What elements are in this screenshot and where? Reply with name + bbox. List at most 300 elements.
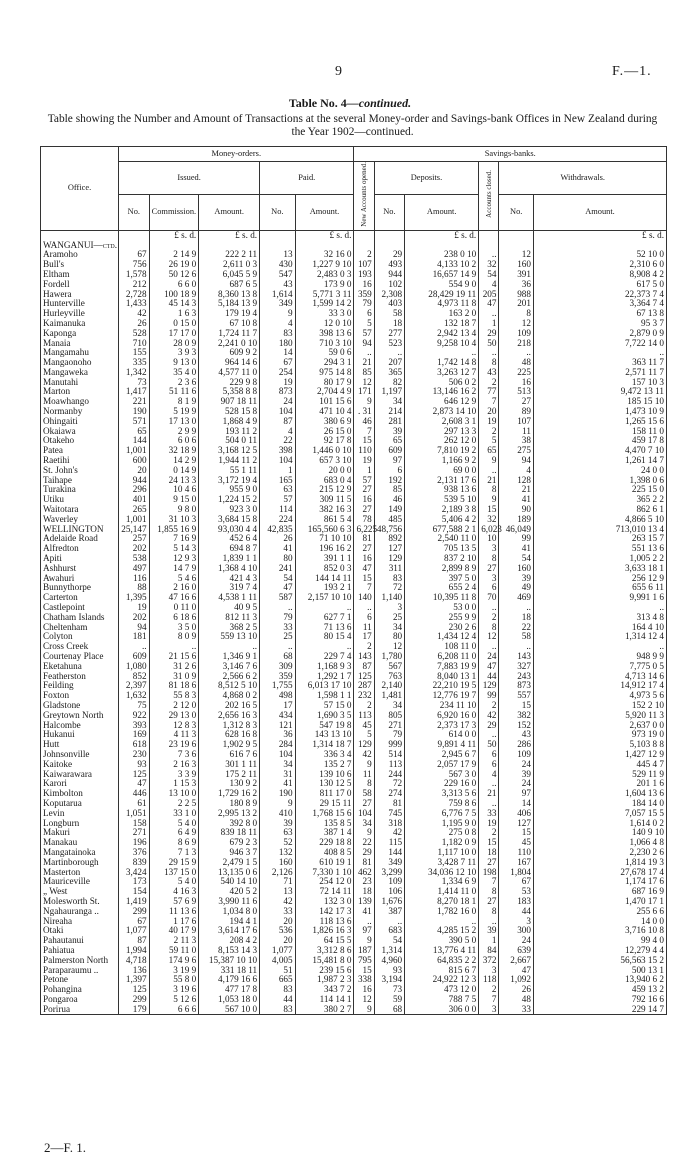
value-cell: 343 7 2 xyxy=(295,985,354,995)
value-cell: .. xyxy=(405,348,479,358)
value-cell: 57 6 9 xyxy=(149,897,199,907)
value-cell: 1,417 xyxy=(119,387,149,397)
money-orders-header: Money-orders. xyxy=(119,147,354,162)
value-cell: 1,227 9 10 xyxy=(295,260,354,270)
value-cell: 380 6 9 xyxy=(295,417,354,427)
value-cell: 34,036 12 10 xyxy=(405,868,479,878)
value-cell: 93,030 4 4 xyxy=(199,525,260,535)
value-cell: 1,987 2 3 xyxy=(295,975,354,985)
value-cell: 1,433 xyxy=(119,299,149,309)
value-cell: 11 13 6 xyxy=(149,907,199,917)
value-cell: 6,776 7 5 xyxy=(405,809,479,819)
value-cell: 393 xyxy=(119,721,149,731)
value-cell: 2,608 3 1 xyxy=(405,417,479,427)
value-cell: 243 xyxy=(499,672,533,682)
value-cell: 16 xyxy=(499,378,533,388)
value-cell: 7 1 3 xyxy=(149,848,199,858)
footer-signature: 2—F. 1. xyxy=(44,1140,86,1155)
value-cell: 65 xyxy=(119,427,149,437)
value-cell: 8 xyxy=(479,358,499,368)
value-cell: 318 xyxy=(374,819,404,829)
value-cell: 16 xyxy=(354,495,374,505)
table-row xyxy=(41,299,667,309)
office-name-cell: Petone xyxy=(41,975,119,985)
value-cell: 129 xyxy=(354,740,374,750)
value-cell: 3,263 12 7 xyxy=(405,368,479,378)
value-cell: 430 xyxy=(260,260,296,270)
value-cell: 8,512 5 10 xyxy=(199,681,260,691)
office-name-cell: Paraparaumu .. xyxy=(41,966,119,976)
value-cell: 140 9 10 xyxy=(533,828,666,838)
value-cell: 24,922 12 3 xyxy=(405,975,479,985)
value-cell: 27 xyxy=(354,485,374,495)
value-cell: 173 xyxy=(119,877,149,887)
value-cell: 202 xyxy=(119,613,149,623)
value-cell: 41 xyxy=(354,907,374,917)
value-cell: 3,428 7 11 xyxy=(405,858,479,868)
value-cell: 230 xyxy=(119,750,149,760)
value-cell: 811 17 0 xyxy=(295,789,354,799)
value-cell: 391 xyxy=(499,270,533,280)
value-cell: 47 xyxy=(479,299,499,309)
value-cell: 9 xyxy=(354,936,374,946)
office-name-cell: Manaia xyxy=(41,339,119,349)
value-cell: .. xyxy=(479,348,499,358)
value-cell: 756 xyxy=(119,260,149,270)
value-cell: 14,912 17 4 xyxy=(533,681,666,691)
value-cell: 336 3 4 xyxy=(295,750,354,760)
value-cell: 1,168 9 3 xyxy=(295,662,354,672)
value-cell: 1,182 0 9 xyxy=(405,838,479,848)
value-cell: 171 xyxy=(354,387,374,397)
value-cell: 27 xyxy=(479,564,499,574)
office-name-cell: Raetihi xyxy=(41,456,119,466)
value-cell: 4,285 15 2 xyxy=(405,926,479,936)
value-cell: 299 xyxy=(119,995,149,1005)
office-name-cell: Awahuri xyxy=(41,574,119,584)
value-cell: 359 xyxy=(354,290,374,300)
value-cell: 2,540 11 0 xyxy=(405,534,479,544)
value-cell: 401 xyxy=(119,495,149,505)
value-cell: 193 xyxy=(354,270,374,280)
value-cell: 43 xyxy=(499,730,533,740)
value-cell: 85 xyxy=(354,368,374,378)
value-cell: 3,716 10 8 xyxy=(533,926,666,936)
value-cell: .. xyxy=(119,642,149,652)
value-cell: 567 10 0 xyxy=(199,1005,260,1015)
value-cell: 154 xyxy=(119,887,149,897)
value-cell: 152 2 10 xyxy=(533,701,666,711)
office-name-cell: Molesworth St. xyxy=(41,897,119,907)
value-cell: 28 0 9 xyxy=(149,339,199,349)
value-cell: .. xyxy=(499,642,533,652)
value-cell: 398 13 6 xyxy=(295,329,354,339)
value-cell: 155 xyxy=(119,348,149,358)
value-cell: 82 xyxy=(374,378,404,388)
value-cell: 20 0 0 xyxy=(295,466,354,476)
value-cell: 4 xyxy=(260,319,296,329)
value-cell: 988 xyxy=(499,290,533,300)
value-cell: 81 xyxy=(374,799,404,809)
office-name-cell: Pongaroa xyxy=(41,995,119,1005)
value-cell: 71 10 10 xyxy=(295,534,354,544)
value-cell: 1,826 16 3 xyxy=(295,926,354,936)
value-cell: 90 xyxy=(499,505,533,515)
value-cell: 17 17 0 xyxy=(149,329,199,339)
value-cell: 571 xyxy=(119,417,149,427)
value-cell: .. xyxy=(295,642,354,652)
value-cell: 88 xyxy=(119,583,149,593)
value-cell: 2 16 0 xyxy=(149,583,199,593)
value-cell: 263 15 7 xyxy=(533,534,666,544)
value-cell: 2 16 3 xyxy=(149,760,199,770)
value-cell: 196 xyxy=(119,838,149,848)
office-name-cell: Nireaha xyxy=(41,917,119,927)
value-cell: 12 xyxy=(374,642,404,652)
office-name-cell: Mangamahu xyxy=(41,348,119,358)
value-cell: .. xyxy=(479,642,499,652)
value-cell: 180 8 9 xyxy=(199,799,260,809)
value-cell: 45 14 3 xyxy=(149,299,199,309)
value-cell: 1,117 10 0 xyxy=(405,848,479,858)
value-cell: 94 xyxy=(354,339,374,349)
value-cell: 6,045 5 9 xyxy=(199,270,260,280)
value-cell: .. xyxy=(354,348,374,358)
value-cell: 557 xyxy=(499,691,533,701)
value-cell: 194 4 1 xyxy=(199,917,260,927)
office-name-cell: Feilding xyxy=(41,681,119,691)
value-cell: 2,241 0 10 xyxy=(199,339,260,349)
value-cell: 8 xyxy=(479,907,499,917)
value-cell: 79 xyxy=(354,299,374,309)
value-cell: 1,434 12 4 xyxy=(405,632,479,642)
value-cell: 547 xyxy=(260,270,296,280)
value-cell: 53 0 0 xyxy=(405,603,479,613)
office-name-cell: Courtenay Place xyxy=(41,652,119,662)
value-cell: 34 xyxy=(354,819,374,829)
value-cell: 77 xyxy=(479,387,499,397)
value-cell: .. xyxy=(405,917,479,927)
value-cell: 214 xyxy=(374,407,404,417)
value-cell: 18 xyxy=(374,319,404,329)
office-name-cell: Halcombe xyxy=(41,721,119,731)
value-cell: 493 xyxy=(374,260,404,270)
value-cell: 193 2 1 xyxy=(295,583,354,593)
value-cell: 376 xyxy=(119,848,149,858)
value-cell: 294 3 1 xyxy=(295,358,354,368)
value-cell: 130 12 5 xyxy=(295,779,354,789)
value-cell: 31 2 6 xyxy=(149,662,199,672)
value-cell: 201 xyxy=(499,299,533,309)
value-cell: 287 xyxy=(354,681,374,691)
value-cell: 187 xyxy=(354,946,374,956)
value-cell: 539 5 10 xyxy=(405,495,479,505)
value-cell: 57 15 0 xyxy=(295,701,354,711)
value-cell: 241 xyxy=(260,564,296,574)
value-cell: 232 xyxy=(354,691,374,701)
value-cell: 12 0 10 xyxy=(295,319,354,329)
value-cell: 948 9 9 xyxy=(533,652,666,662)
value-cell: 1,676 xyxy=(374,897,404,907)
value-cell: 32 xyxy=(479,260,499,270)
value-cell: 3 5 0 xyxy=(149,623,199,633)
value-cell: 873 xyxy=(499,681,533,691)
value-cell: 10,395 11 8 xyxy=(405,593,479,603)
value-cell: 3,299 xyxy=(374,868,404,878)
office-name-cell: Kaponga xyxy=(41,329,119,339)
value-cell: 52 xyxy=(260,838,296,848)
value-cell: 3 xyxy=(374,603,404,613)
value-cell: 218 xyxy=(499,339,533,349)
value-cell: 5,920 11 3 xyxy=(533,711,666,721)
table-row xyxy=(41,593,667,603)
value-cell: 72 14 11 xyxy=(295,887,354,897)
value-cell: 29 xyxy=(479,721,499,731)
value-cell: 538 xyxy=(119,554,149,564)
value-cell: 139 10 6 xyxy=(295,770,354,780)
value-cell: 281 xyxy=(374,417,404,427)
value-cell: 19 xyxy=(479,417,499,427)
value-cell: 132 xyxy=(260,848,296,858)
value-cell: 964 14 6 xyxy=(199,358,260,368)
value-cell: 4,718 xyxy=(119,956,149,966)
value-cell: 80 17 9 xyxy=(295,378,354,388)
value-cell: .. xyxy=(479,799,499,809)
value-cell: 180 xyxy=(260,339,296,349)
units-cell xyxy=(374,230,404,240)
value-cell: 118 xyxy=(479,975,499,985)
value-cell: 15 xyxy=(479,505,499,515)
value-cell: 100 18 9 xyxy=(149,290,199,300)
value-cell: 2,942 13 4 xyxy=(405,329,479,339)
value-cell: 547 19 8 xyxy=(295,721,354,731)
office-name-cell: Greytown North xyxy=(41,711,119,721)
value-cell: 485 xyxy=(374,515,404,525)
value-cell: 7 xyxy=(479,397,499,407)
value-cell: 71 13 6 xyxy=(295,623,354,633)
value-cell: 44 xyxy=(479,672,499,682)
value-cell: 40 9 5 xyxy=(199,603,260,613)
value-cell: 205 xyxy=(479,290,499,300)
value-cell: 1,265 15 6 xyxy=(533,417,666,427)
value-cell: 165,560 6 3 xyxy=(295,525,354,535)
office-name-cell: Makuri xyxy=(41,828,119,838)
value-cell: 55 8 3 xyxy=(149,691,199,701)
value-cell: 15 xyxy=(499,828,533,838)
value-cell: 2 xyxy=(354,250,374,260)
value-cell: 4,179 16 6 xyxy=(199,975,260,985)
value-cell: 81 xyxy=(354,534,374,544)
office-name-cell: Martinborough xyxy=(41,858,119,868)
value-cell: 540 14 10 xyxy=(199,877,260,887)
value-cell: 14 xyxy=(499,799,533,809)
value-cell: .. xyxy=(479,730,499,740)
units-cell: £ s. d. xyxy=(295,230,354,240)
value-cell: 143 xyxy=(354,652,374,662)
value-cell: 523 xyxy=(374,339,404,349)
value-cell: 8 xyxy=(479,485,499,495)
value-cell: 58 xyxy=(499,632,533,642)
value-cell: 15,387 10 10 xyxy=(199,956,260,966)
value-cell: 18 xyxy=(479,848,499,858)
value-cell: 0 11 0 xyxy=(149,603,199,613)
value-cell: 97 xyxy=(374,456,404,466)
value-cell: 13,146 16 2 xyxy=(405,387,479,397)
value-cell: 609 xyxy=(119,652,149,662)
value-cell: 6 18 6 xyxy=(149,613,199,623)
value-cell: 462 xyxy=(354,868,374,878)
value-cell: 47 xyxy=(499,966,533,976)
value-cell: 1 xyxy=(354,466,374,476)
value-cell: 41 xyxy=(499,495,533,505)
value-cell: 42 xyxy=(354,750,374,760)
value-cell: 1 xyxy=(479,936,499,946)
value-cell: 4,973 5 6 xyxy=(533,691,666,701)
value-cell: 687 6 5 xyxy=(199,280,260,290)
office-name-cell: Ohingaiti xyxy=(41,417,119,427)
value-cell: 614 0 0 xyxy=(405,730,479,740)
value-cell: 1,195 9 0 xyxy=(405,819,479,829)
value-cell: 51 11 6 xyxy=(149,387,199,397)
value-cell: 47 xyxy=(354,564,374,574)
value-cell: 497 xyxy=(119,564,149,574)
value-cell: 788 7 5 xyxy=(405,995,479,1005)
value-cell: 504 0 11 xyxy=(199,436,260,446)
value-cell: 759 8 6 xyxy=(405,799,479,809)
value-cell: 15 xyxy=(354,436,374,446)
value-cell: 922 xyxy=(119,711,149,721)
value-cell: 1,334 6 9 xyxy=(405,877,479,887)
savings-banks-header: Savings-banks. xyxy=(354,147,667,162)
value-cell: 3 9 3 xyxy=(149,348,199,358)
value-cell: 3 xyxy=(479,544,499,554)
value-cell: 109 xyxy=(374,877,404,887)
value-cell: 45 xyxy=(354,721,374,731)
value-cell: 873 xyxy=(260,387,296,397)
value-cell: 144 14 11 xyxy=(295,574,354,584)
value-cell: 127 xyxy=(499,819,533,829)
value-cell: 70 xyxy=(479,593,499,603)
value-cell: 713,010 13 4 xyxy=(533,525,666,535)
value-cell: 32 xyxy=(479,515,499,525)
value-cell: 22 xyxy=(499,623,533,633)
value-cell: 7,722 14 0 xyxy=(533,339,666,349)
value-cell: 129 xyxy=(374,554,404,564)
value-cell: 763 xyxy=(374,672,404,682)
value-cell: 9 xyxy=(354,1005,374,1015)
value-cell: 1,414 11 0 xyxy=(405,887,479,897)
value-cell: 16,657 14 9 xyxy=(405,270,479,280)
value-cell: 201 1 6 xyxy=(533,779,666,789)
value-cell: 792 16 6 xyxy=(533,995,666,1005)
value-cell: .. xyxy=(479,309,499,319)
table-row xyxy=(41,750,667,760)
office-name-cell: Waitotara xyxy=(41,505,119,515)
value-cell: .. xyxy=(499,603,533,613)
value-cell: 587 xyxy=(260,593,296,603)
office-name-cell: Hukanui xyxy=(41,730,119,740)
value-cell: 230 2 6 xyxy=(405,623,479,633)
value-cell: 13,940 6 2 xyxy=(533,975,666,985)
value-cell: 4,538 1 11 xyxy=(199,593,260,603)
value-cell: 311 xyxy=(374,564,404,574)
value-cell: 183 xyxy=(499,897,533,907)
value-cell: 102 xyxy=(374,280,404,290)
table-row xyxy=(41,789,667,799)
value-cell: .. xyxy=(149,642,199,652)
value-cell: 1,224 15 2 xyxy=(199,495,260,505)
value-cell: 33 1 0 xyxy=(149,809,199,819)
value-cell: 1,578 xyxy=(119,270,149,280)
value-cell: 169 xyxy=(119,730,149,740)
value-cell: 8,153 14 3 xyxy=(199,946,260,956)
value-cell: 2,656 16 3 xyxy=(199,711,260,721)
deposits-header: Deposits. xyxy=(374,162,478,195)
value-cell: 2,945 6 7 xyxy=(405,750,479,760)
office-name-cell: Waverley xyxy=(41,515,119,525)
value-cell: 229 16 0 xyxy=(405,779,479,789)
value-cell: 9 xyxy=(479,456,499,466)
value-cell: 192 xyxy=(374,476,404,486)
value-cell: 12 xyxy=(499,250,533,260)
office-name-cell: „ West xyxy=(41,887,119,897)
value-cell: 3,684 15 8 xyxy=(199,515,260,525)
value-cell: 19 xyxy=(479,819,499,829)
value-cell: 9 xyxy=(354,828,374,838)
value-cell: 44 xyxy=(499,907,533,917)
value-cell: 72 xyxy=(374,583,404,593)
value-cell: 5 12 6 xyxy=(149,995,199,1005)
value-cell: 143 xyxy=(499,652,533,662)
value-cell: 87 xyxy=(119,936,149,946)
value-cell: 64 15 5 xyxy=(295,936,354,946)
value-cell: 2 12 0 xyxy=(149,701,199,711)
value-cell: 5 14 3 xyxy=(149,544,199,554)
value-cell: 7,775 0 5 xyxy=(533,662,666,672)
value-cell: 33 xyxy=(260,623,296,633)
value-cell: 14 0 0 xyxy=(533,917,666,927)
value-cell: 1,092 xyxy=(499,975,533,985)
value-cell: 1,729 16 2 xyxy=(199,789,260,799)
value-cell: 21 xyxy=(354,358,374,368)
value-cell: 1,001 xyxy=(119,446,149,456)
value-cell: 469 xyxy=(499,593,533,603)
value-cell: 51 xyxy=(260,966,296,976)
value-cell: 1 15 3 xyxy=(149,779,199,789)
value-cell: 57 xyxy=(354,476,374,486)
value-cell: 618 xyxy=(119,740,149,750)
office-name-cell: Gladstone xyxy=(41,701,119,711)
value-cell: 1,034 8 0 xyxy=(199,907,260,917)
value-cell: 452 6 4 xyxy=(199,534,260,544)
value-cell: 202 16 5 xyxy=(199,701,260,711)
value-cell: 2 11 3 xyxy=(149,936,199,946)
value-cell: 33 xyxy=(260,907,296,917)
value-cell: 20 xyxy=(119,466,149,476)
withdrawals-no-header: No. xyxy=(499,194,533,230)
value-cell: 39 xyxy=(374,427,404,437)
value-cell: 567 xyxy=(374,662,404,672)
value-cell: 5 xyxy=(479,436,499,446)
value-cell: 299 xyxy=(119,907,149,917)
value-cell: 795 xyxy=(354,956,374,966)
value-cell: 300 xyxy=(499,926,533,936)
value-cell: 24 13 3 xyxy=(149,476,199,486)
value-cell: 21 xyxy=(479,789,499,799)
value-cell: 6 xyxy=(479,750,499,760)
value-cell: 198 xyxy=(479,868,499,878)
value-cell: 104 xyxy=(260,456,296,466)
